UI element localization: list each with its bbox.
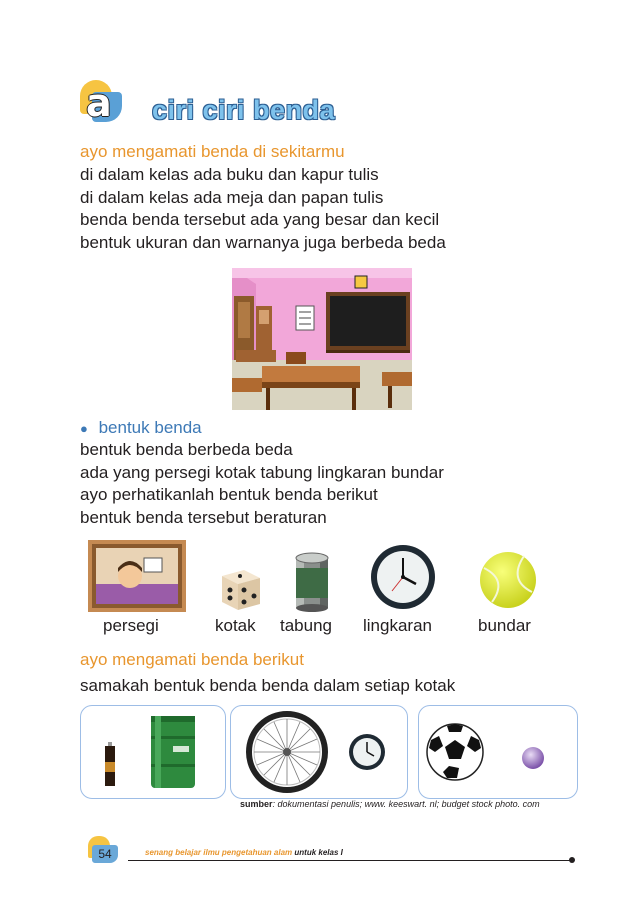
intro-line: benda benda tersebut ada yang besar dan kecil bbox=[80, 210, 440, 229]
footer-rule bbox=[128, 860, 572, 861]
label-bundar: bundar bbox=[478, 616, 531, 635]
tin-can-image bbox=[294, 550, 330, 617]
picture-frame-image bbox=[88, 540, 186, 617]
page-number: 54 bbox=[92, 845, 118, 863]
compare-box-sphere bbox=[418, 705, 578, 799]
shapes-heading: bentuk benda bbox=[98, 418, 202, 437]
tennis-ball-image bbox=[478, 550, 538, 615]
intro-line: bentuk ukuran dan warnanya juga berbeda beda bbox=[80, 232, 446, 252]
clock-image bbox=[370, 544, 436, 615]
source-credit bbox=[240, 799, 540, 809]
classroom-illustration bbox=[232, 268, 412, 410]
observe-instruction: samakah bentuk benda benda dalam setiap kotak bbox=[80, 676, 456, 695]
bullet-icon: ● bbox=[80, 421, 88, 436]
compare-box-circle bbox=[230, 705, 408, 799]
label-tabung: tabung bbox=[280, 616, 332, 635]
intro-line: di dalam kelas ada meja dan papan tulis bbox=[80, 187, 384, 207]
shapes-line: bentuk benda berbeda beda bbox=[80, 440, 293, 459]
label-lingkaran: lingkaran bbox=[363, 616, 432, 635]
shapes-paragraph bbox=[80, 439, 444, 529]
shapes-line: bentuk benda tersebut beraturan bbox=[80, 507, 327, 527]
wheel-and-clock-image bbox=[231, 706, 407, 798]
soccer-ball-and-marble-image bbox=[419, 706, 577, 798]
footer-book-title bbox=[145, 848, 343, 857]
label-persegi: persegi bbox=[103, 616, 159, 635]
source-text: : dokumentasi penulis; www. keeswart. nl; budget stock photo. com bbox=[272, 799, 540, 809]
shapes-line: ayo perhatikanlah bentuk benda berikut bbox=[80, 485, 378, 504]
intro-line: di dalam kelas ada buku dan kapur tulis bbox=[80, 165, 379, 184]
compare-box-tube bbox=[80, 705, 226, 799]
intro-paragraph bbox=[80, 164, 446, 254]
observe-heading: ayo mengamati benda berikut bbox=[80, 650, 304, 669]
intro-heading: ayo mengamati benda di sekitarmu bbox=[80, 142, 345, 161]
shapes-line: ada yang persegi kotak tabung lingkaran bundar bbox=[80, 462, 444, 482]
section-badge-letter: a bbox=[86, 81, 112, 125]
dice-image bbox=[218, 566, 264, 617]
footer-rule-dot bbox=[569, 857, 575, 863]
footer-grade: untuk kelas I bbox=[294, 848, 343, 857]
battery-and-drum-image bbox=[81, 706, 225, 798]
shapes-heading-row bbox=[80, 418, 202, 438]
source-label: sumber bbox=[240, 799, 273, 809]
label-kotak: kotak bbox=[215, 616, 256, 635]
section-title: ciri ciri benda bbox=[152, 95, 336, 125]
footer-title: senang belajar ilmu pengetahuan alam bbox=[145, 848, 295, 857]
